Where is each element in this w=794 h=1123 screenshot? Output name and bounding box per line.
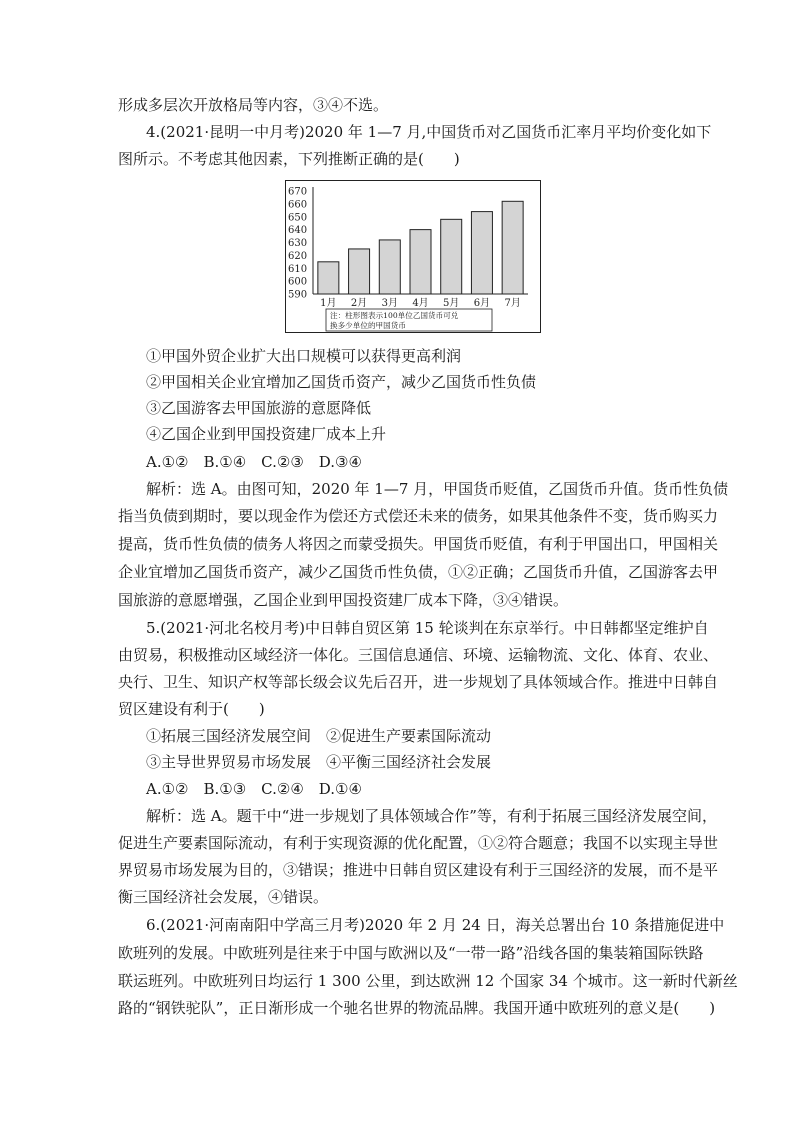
x-tick-label: 6月 [473, 298, 491, 309]
y-tick-label: 660 [288, 199, 308, 211]
chart-note-text: 注：柱形图表示100单位乙国货币可兑 [330, 311, 459, 320]
answer-choices: A.①② B.①③ C.②④ D.①④ [146, 780, 362, 798]
analysis-text: 国旅游的意愿增强，乙国企业到甲国投资建厂成本下降，③④错误。 [118, 591, 569, 609]
text-line: 联运班列。中欧班列日均运行 1 300 公里，到达欧洲 12 个国家 34 个城市。这一新时代新丝 [118, 972, 738, 990]
x-tick-label: 2月 [350, 298, 368, 309]
analysis-text: 衡三国经济社会发展，④错误。 [118, 888, 329, 906]
x-tick-label: 4月 [412, 298, 429, 309]
bar [441, 219, 462, 294]
text-line: 形成多层次开放格局等内容，③④不选。 [118, 96, 389, 114]
bar [410, 230, 431, 294]
x-tick-label: 3月 [381, 298, 398, 309]
y-tick-label: 630 [288, 238, 308, 249]
x-tick-label: 5月 [443, 298, 460, 309]
bar [502, 201, 523, 294]
y-tick-label: 650 [288, 212, 308, 224]
y-tick-label: 590 [288, 289, 308, 301]
y-tick-label: 610 [288, 263, 308, 275]
analysis-text: 指当负债到期时，要以现金作为偿还方式偿还未来的债务，如果其他条件不变，货币购买力 [118, 507, 719, 525]
text-line: 图所示。不考虑其他因素，下列推断正确的是( ) [118, 150, 460, 168]
text-line: 路的“钢铁驼队”，正日渐形成一个驰名世界的物流品牌。我国开通中欧班列的意义是( ) [118, 999, 716, 1017]
analysis-text: 促进生产要素国际流动，有利于实现资源的优化配置，①②符合题意；我国不以实现主导世 [118, 834, 719, 852]
text-line: 由贸易，积极推动区域经济一体化。三国信息通信、环境、运输物流、文化、体育、农业、 [118, 646, 719, 664]
option-statement: ①拓展三国经济发展空间 ②促进生产要素国际流动 [146, 727, 492, 745]
y-tick-label: 670 [288, 186, 308, 198]
bar [379, 240, 400, 294]
analysis-text: 企业宜增加乙国货币资产，减少乙国货币性负债，①②正确；乙国货币升值，乙国游客去甲 [118, 563, 719, 581]
x-tick-label: 7月 [504, 298, 521, 309]
option-statement: ③主导世界贸易市场发展 ④平衡三国经济社会发展 [146, 753, 492, 771]
answer-choices: A.①② B.①④ C.②③ D.③④ [146, 453, 362, 471]
option-statement: ④乙国企业到甲国投资建厂成本上升 [146, 425, 387, 443]
text-line: 欧班列的发展。中欧班列是往来于中国与欧洲以及“一带一路”沿线各国的集装箱国际铁路 [118, 944, 704, 962]
analysis-text: 提高，货币性负债的债务人将因之而蒙受损失。甲国货币贬值，有利于甲国出口，甲国相关 [118, 535, 719, 553]
analysis-text: 解析：选 A。由图可知，2020 年 1—7 月，甲国货币贬值，乙国货币升值。货币性负债 [146, 480, 729, 498]
bar [349, 249, 370, 294]
y-tick-label: 640 [288, 225, 308, 237]
question-5-stem: 5.(2021·河北名校月考)中日韩自贸区第 15 轮谈判在东京举行。中日韩都坚定维护自 [146, 619, 709, 637]
chart-svg [286, 181, 540, 332]
bar [471, 212, 492, 294]
text-line: 央行、卫生、知识产权等部长级会议先后召开，进一步规划了具体领域合作。推进中日韩自 [118, 673, 719, 691]
chart-note-text: 换多少单位的甲国货币 [330, 321, 406, 330]
option-statement: ②甲国相关企业宜增加乙国货币资产，减少乙国货币性负债 [146, 373, 537, 391]
text-line: 贸区建设有利于( ) [118, 700, 265, 718]
option-statement: ③乙国游客去甲国旅游的意愿降低 [146, 399, 372, 417]
exchange-rate-bar-chart [285, 180, 541, 333]
bar [318, 262, 339, 294]
option-statement: ①甲国外贸企业扩大出口规模可以获得更高利润 [146, 347, 462, 365]
y-tick-label: 600 [288, 276, 308, 288]
analysis-text: 解析：选 A。题干中“进一步规划了具体领域合作”等，有利于拓展三国经济发展空间， [146, 807, 717, 825]
y-tick-label: 620 [288, 250, 308, 262]
x-tick-label: 1月 [320, 298, 337, 309]
question-6-stem: 6.(2021·河南南阳中学高三月考)2020 年 2 月 24 日，海关总署出台 10 条措施促进中 [146, 916, 725, 934]
analysis-text: 界贸易市场发展为目的，③错误；推进中日韩自贸区建设有利于三国经济的发展，而不是平 [118, 861, 719, 879]
question-4-stem: 4.(2021·昆明一中月考)2020 年 1—7 月,中国货币对乙国货币汇率月平均价变化如下 [146, 123, 712, 141]
